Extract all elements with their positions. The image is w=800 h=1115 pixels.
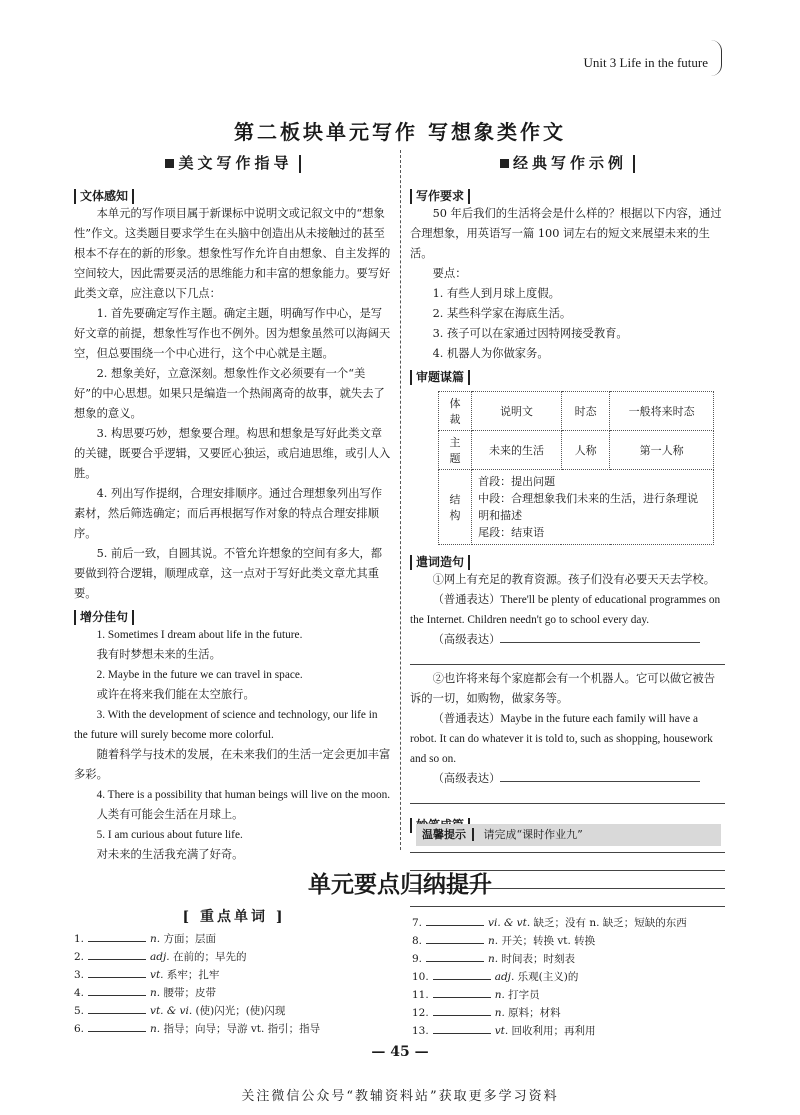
tag-good-sentences: 增分佳句 bbox=[74, 610, 134, 625]
vocab-item bbox=[74, 1020, 394, 1038]
vocab-definition: 指导；向导；导游 vt. 指引；指导 bbox=[163, 1023, 321, 1035]
square-icon bbox=[500, 159, 509, 168]
vocab-item bbox=[412, 914, 732, 932]
vocab-item bbox=[412, 986, 732, 1004]
vocab-number: 6. bbox=[74, 1023, 85, 1035]
tag-style-sense: 文体感知 bbox=[74, 189, 134, 204]
vocab-number: 4. bbox=[74, 987, 85, 999]
vocab-heading: [ 重点单词 ] bbox=[182, 909, 286, 925]
vocab-blank[interactable] bbox=[433, 979, 491, 980]
vocab-pos: vt. bbox=[150, 969, 167, 981]
vocab-left bbox=[74, 906, 394, 1038]
vocab-number: 13. bbox=[412, 1025, 429, 1037]
vocab-pos: n. bbox=[150, 933, 164, 945]
paragraph: 本单元的写作项目属于新课标中说明文或记叙文中的“想象性”作文。这类题目要求学生在头脑中创造出从未接触过的甚至根本不存在的新的形象。想象性写作允许自由想象、自主发挥的空间较大，因此需要灵活的思维能力和丰富的想象能力。要写好此类文章，应注意以下几点： bbox=[74, 207, 391, 300]
vocab-blank[interactable] bbox=[426, 961, 484, 962]
vocab-item bbox=[74, 930, 394, 948]
table-cell: 时态 bbox=[561, 392, 609, 431]
table-cell: 说明文 bbox=[472, 392, 562, 431]
vocab-blank[interactable] bbox=[88, 959, 146, 960]
vocab-item bbox=[412, 932, 732, 950]
vocab-pos: n. bbox=[150, 987, 164, 999]
left-column bbox=[74, 152, 392, 865]
right-column bbox=[410, 152, 725, 907]
vocab-item bbox=[74, 948, 394, 966]
table-cell: 体裁 bbox=[439, 392, 472, 431]
table-cell: 第一人称 bbox=[610, 431, 714, 470]
header-decoration bbox=[711, 40, 722, 76]
vocab-definition: 打字员 bbox=[508, 989, 540, 1001]
column-divider bbox=[400, 150, 401, 850]
vocab-blank[interactable] bbox=[88, 941, 146, 942]
paragraph: 2. 想象美好，立意深刻。想象性作文必须要有一个“美好”的中心思想。如果只是编造一个热闹离奇的故事，就失去了想象的意义。 bbox=[74, 367, 385, 420]
planning-table bbox=[438, 391, 714, 545]
vocab-right bbox=[412, 914, 732, 1040]
vocab-definition: 时间表；时刻表 bbox=[501, 953, 575, 965]
paragraph: 3. 构思要巧妙，想象要合理。构思和想象是写好此类文章的关键，既要合乎逻辑，又要匠心独运，或启迪思维，或引人入胜。 bbox=[74, 427, 391, 480]
vocab-pos: adj. bbox=[150, 951, 173, 963]
vocab-pos: n. bbox=[488, 953, 502, 965]
example-en: （普通表达）Maybe in the future each family will have a robot. It can do whatever it is told to, such as shopping, housework and so on. bbox=[410, 713, 713, 765]
table-cell: 一般将来时态 bbox=[610, 392, 714, 431]
vocab-item bbox=[412, 950, 732, 968]
vocab-definition: 回收利用；再利用 bbox=[511, 1025, 596, 1037]
point-item: 3. 孩子可以在家通过因特网接受教育。 bbox=[432, 327, 628, 340]
sentence-en: 5. I am curious about future life. bbox=[96, 829, 243, 841]
vocab-item bbox=[74, 984, 394, 1002]
sentence-en: 1. Sometimes I dream about life in the future. bbox=[96, 629, 303, 641]
table-cell: 未来的生活 bbox=[472, 431, 562, 470]
vocab-pos: n. bbox=[488, 935, 502, 947]
table-cell: 主题 bbox=[439, 431, 472, 470]
point-item: 1. 有些人到月球上度假。 bbox=[432, 287, 560, 300]
square-icon bbox=[165, 159, 174, 168]
advanced-expression: （高级表达） bbox=[410, 630, 725, 650]
vocab-blank[interactable] bbox=[426, 943, 484, 944]
vocab-definition: 腰带；皮带 bbox=[163, 987, 216, 999]
points-label: 要点： bbox=[432, 267, 467, 280]
vocab-item bbox=[412, 1004, 732, 1022]
vocab-blank[interactable] bbox=[433, 1033, 491, 1034]
paragraph: 1. 首先要确定写作主题。确定主题，明确写作中心，是写好文章的前提，想象性写作也不例外。因为想象虽然可以海阔天空，但总要围绕一个中心进行，这个中心就是主题。 bbox=[74, 307, 391, 360]
sentence-cn: 人类有可能会生活在月球上。 bbox=[96, 809, 244, 821]
sentence-en: 4. There is a possibility that human beings will live on the moon. bbox=[96, 789, 391, 801]
vocab-number: 2. bbox=[74, 951, 85, 963]
vocab-number: 5. bbox=[74, 1005, 85, 1017]
vocab-number: 1. bbox=[74, 933, 85, 945]
example-cn: ②也许将来每个家庭都会有一个机器人。它可以做它被告诉的一切，如购物，做家务等。 bbox=[410, 673, 716, 705]
vocab-number: 10. bbox=[412, 971, 429, 983]
unit-summary-title: 单元要点归纳提升 bbox=[308, 872, 492, 898]
vocab-number: 11. bbox=[412, 989, 429, 1001]
sentence-en: 2. Maybe in the future we can travel in space. bbox=[96, 669, 303, 681]
tip-box bbox=[416, 824, 721, 846]
tip-text: 请完成“课时作业九” bbox=[483, 828, 583, 841]
answer-line[interactable] bbox=[410, 650, 725, 665]
vocab-blank[interactable] bbox=[88, 995, 146, 996]
sentence-cn: 对未来的生活我充满了好奇。 bbox=[96, 849, 244, 861]
vocab-definition: 缺乏；没有 n. 缺乏；短缺的东西 bbox=[533, 917, 687, 929]
vocab-item bbox=[412, 1022, 732, 1040]
answer-line[interactable] bbox=[410, 789, 725, 804]
right-heading: 经典写作示例 bbox=[410, 152, 725, 173]
point-item: 2. 某些科学家在海底生活。 bbox=[432, 307, 572, 320]
vocab-pos: n. bbox=[494, 989, 509, 1001]
vocab-pos: vi. & vt. bbox=[488, 917, 534, 929]
vocab-definition: (使)闪光；(使)闪现 bbox=[195, 1005, 286, 1017]
sentence-cn: 我有时梦想未来的生活。 bbox=[96, 649, 221, 661]
sentence-cn: 随着科学与技术的发展，在未来我们的生活一定会更加丰富多彩。 bbox=[74, 749, 391, 781]
vocab-number: 7. bbox=[412, 917, 423, 929]
vocab-definition: 在前的；早先的 bbox=[172, 951, 247, 963]
point-item: 4. 机器人为你做家务。 bbox=[432, 347, 549, 360]
answer-line[interactable] bbox=[500, 781, 700, 782]
requirement-text: 50 年后我们的生活将会是什么样的？根据以下内容，通过合理想象，用英语写一篇 100 词左右的短文来展望未来的生活。 bbox=[410, 207, 722, 260]
vocab-blank[interactable] bbox=[88, 1031, 146, 1032]
paragraph: 5. 前后一致，自圆其说。不管允许想象的空间有多大，都要做到符合逻辑，顺理成章，这一点对于写好此类文章尤其重要。 bbox=[74, 547, 383, 600]
vocab-definition: 开关；转换 vt. 转换 bbox=[501, 935, 596, 947]
example-cn: ①网上有充足的教育资源。孩子们没有必要天天去学校。 bbox=[432, 574, 716, 586]
tip-label: 温馨提示 bbox=[416, 828, 474, 841]
vocab-number: 8. bbox=[412, 935, 423, 947]
vocab-pos: vt. bbox=[494, 1025, 512, 1037]
vocab-pos: vt. & vi. bbox=[150, 1005, 196, 1017]
header-unit: Unit 3 Life in the future bbox=[583, 55, 708, 70]
vocab-pos: n. bbox=[150, 1023, 164, 1035]
vocab-definition: 系牢；扎牢 bbox=[166, 969, 220, 981]
vocab-blank[interactable] bbox=[433, 997, 491, 998]
tag-wording: 遣词造句 bbox=[410, 555, 470, 570]
advanced-expression: （高级表达） bbox=[410, 769, 725, 789]
vocab-blank[interactable] bbox=[88, 977, 146, 978]
vocab-pos: n. bbox=[494, 1007, 509, 1019]
vocab-definition: 方面；层面 bbox=[163, 933, 216, 945]
section-title: 第二板块单元写作 写想象类作文 bbox=[234, 120, 566, 144]
example-en: （普通表达）There'll be plenty of educational programmes on the Internet. Children needn't go to school every day. bbox=[410, 594, 721, 626]
tag-planning: 审题谋篇 bbox=[410, 370, 470, 385]
vocab-blank[interactable] bbox=[426, 925, 484, 926]
vocab-number: 3. bbox=[74, 969, 85, 981]
sentence-en: 3. With the development of science and technology, our life in the future will surely become more colorful. bbox=[74, 709, 378, 741]
table-cell: 结构 bbox=[439, 470, 472, 545]
vocab-blank[interactable] bbox=[88, 1013, 146, 1014]
sentence-cn: 或许在将来我们能在太空旅行。 bbox=[96, 689, 255, 701]
vocab-item bbox=[74, 1002, 394, 1020]
vocab-definition: 乐观(主义)的 bbox=[517, 971, 579, 983]
left-heading: 美文写作指导 bbox=[74, 152, 392, 173]
answer-line[interactable] bbox=[500, 642, 700, 643]
table-cell: 人称 bbox=[561, 431, 609, 470]
page-number: — 45 — bbox=[371, 1044, 429, 1060]
bottom-notice: 关注微信公众号“教辅资料站”获取更多学习资料 bbox=[241, 1089, 559, 1104]
vocab-number: 9. bbox=[412, 953, 423, 965]
vocab-blank[interactable] bbox=[433, 1015, 491, 1016]
tag-writing-requirement: 写作要求 bbox=[410, 189, 470, 204]
vocab-item bbox=[74, 966, 394, 984]
vocab-definition: 原料；材料 bbox=[508, 1007, 561, 1019]
vocab-number: 12. bbox=[412, 1007, 429, 1019]
paragraph: 4. 列出写作提纲，合理安排顺序。通过合理想象列出写作素材，然后筛选确定；而后再根据写作对象的特点合理安排顺序。 bbox=[74, 487, 383, 540]
vocab-pos: adj. bbox=[494, 971, 518, 983]
structure-cell: 首段：提出问题 中段：合理想象我们未来的生活，进行条理说明和描述 尾段：结束语 bbox=[472, 470, 714, 545]
vocab-item bbox=[412, 968, 732, 986]
